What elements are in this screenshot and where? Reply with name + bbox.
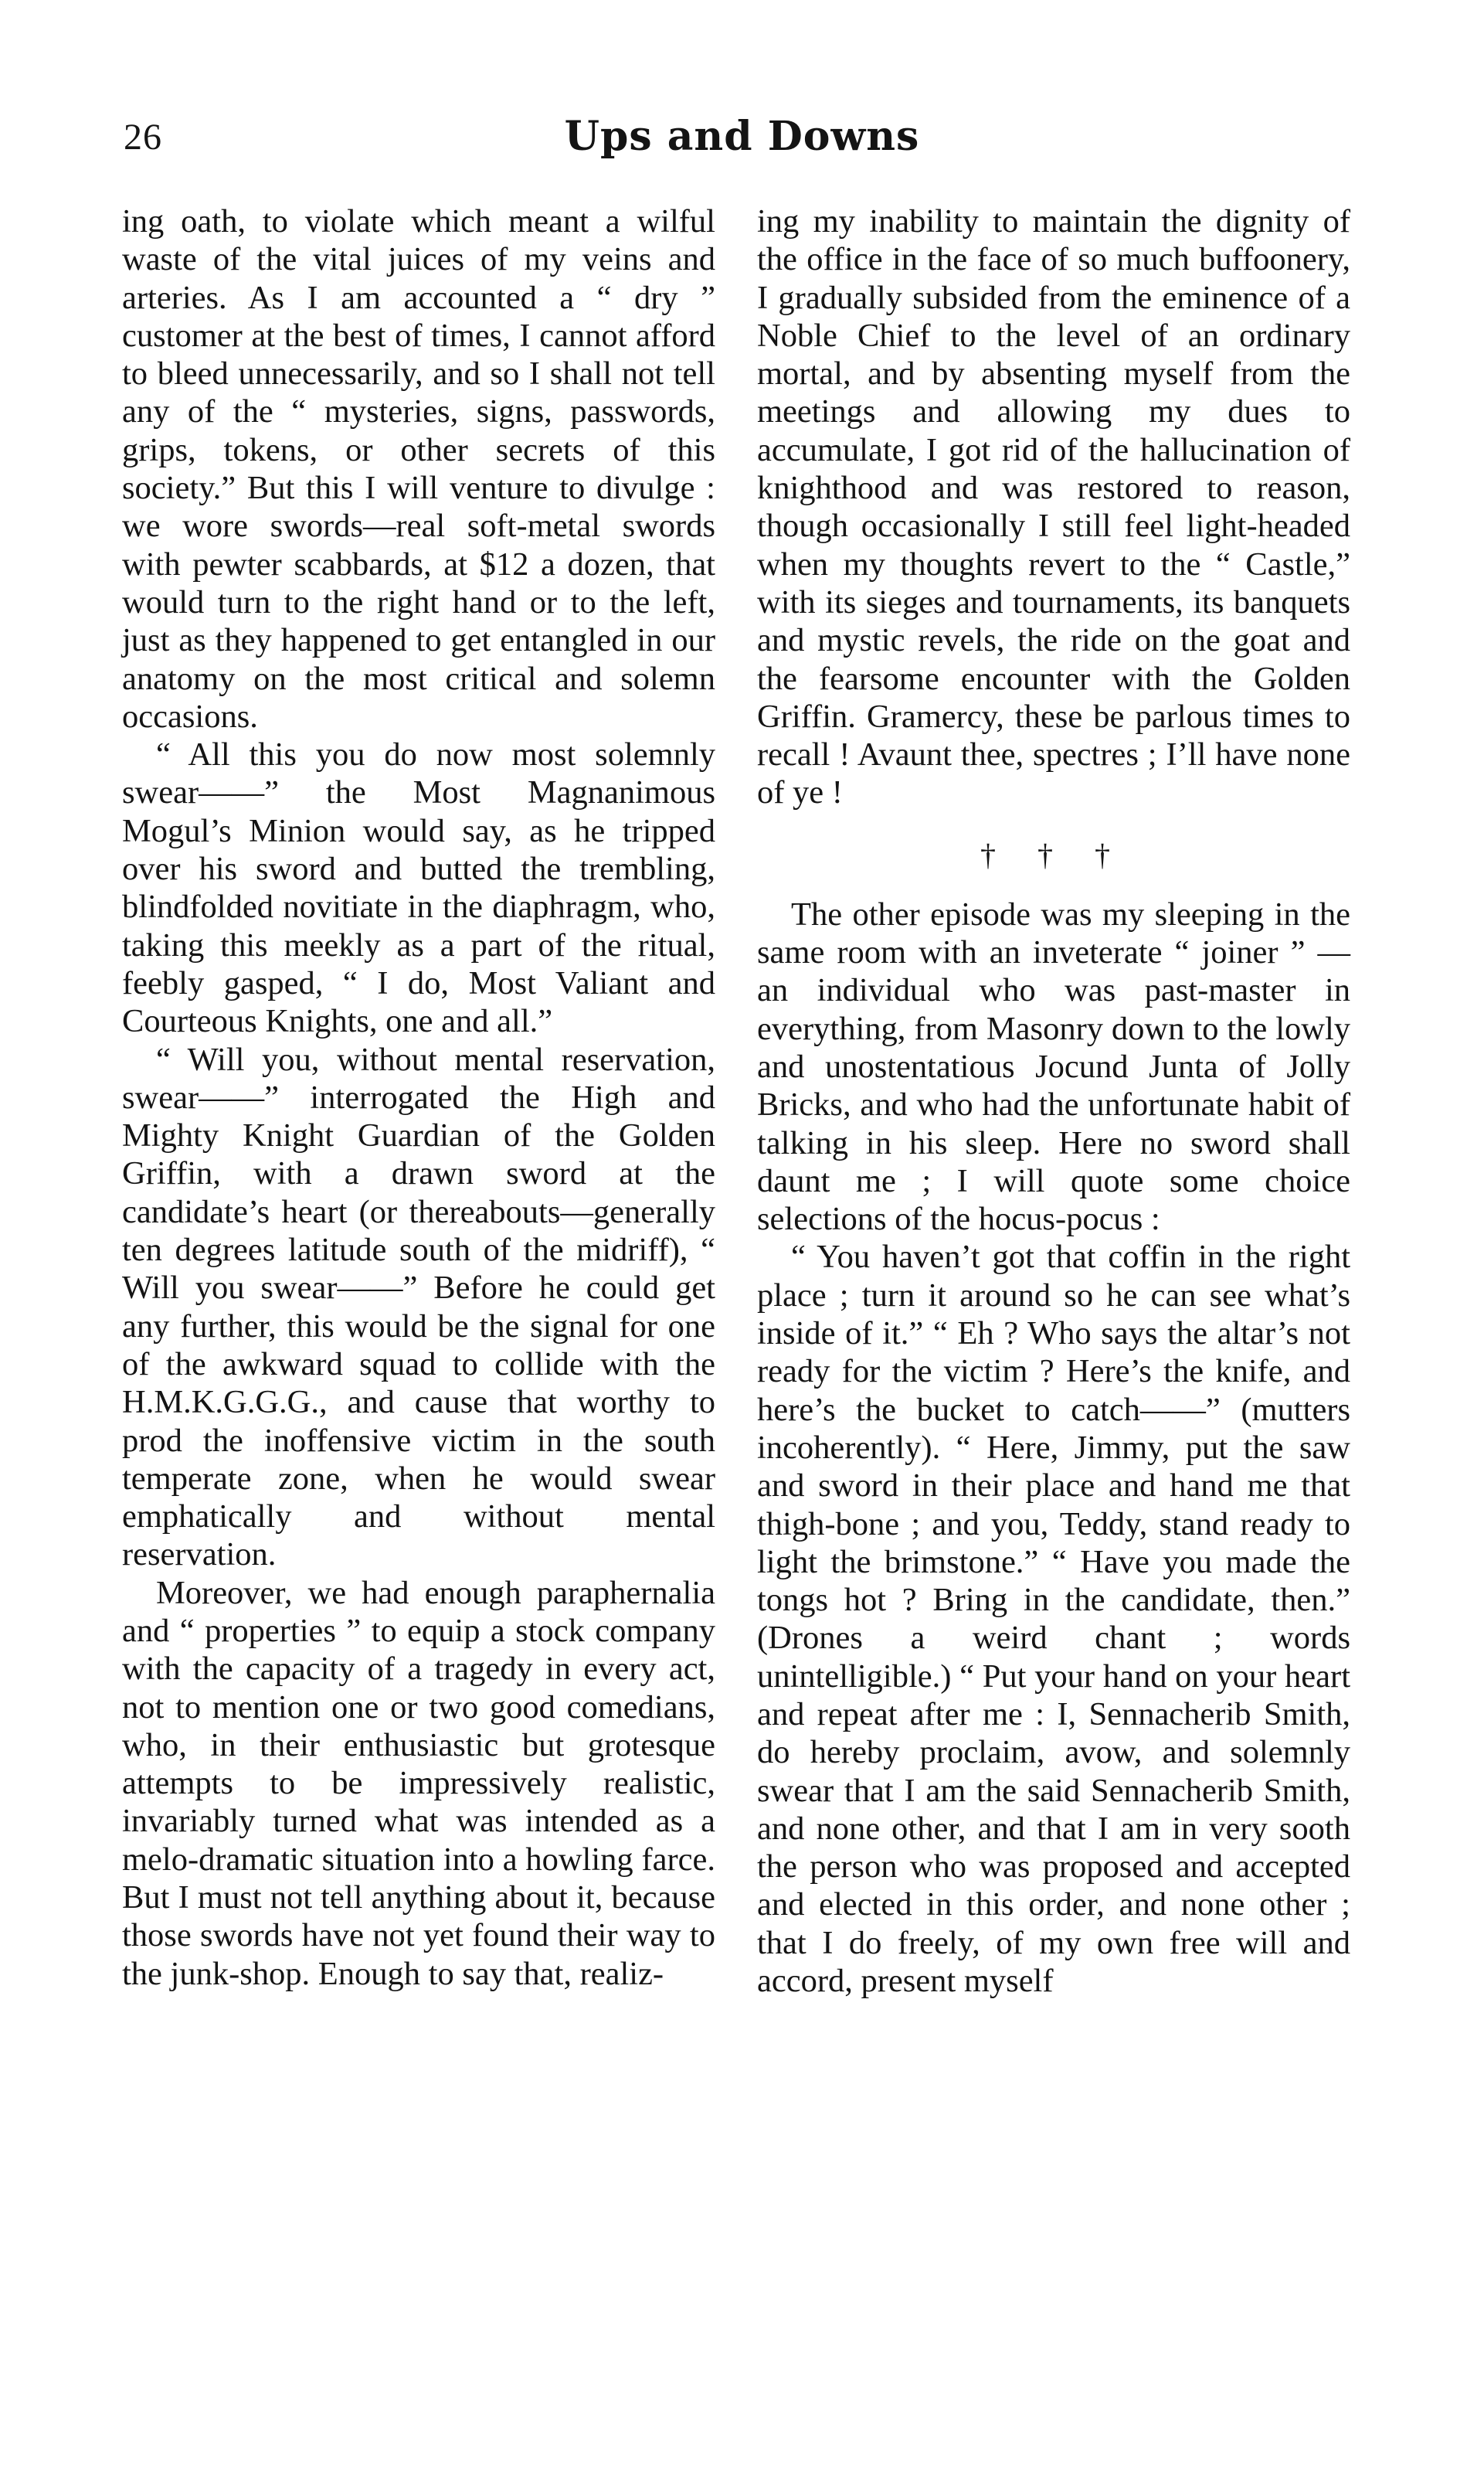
paragraph: ing oath, to violate which meant a wilful waste of the vital juices of my veins and arteries. As I am accounted a “ dry ” customer at the best of times, I cannot afford to bleed unnecessarily, and so I shall not tell any of the “ mysteries, signs, passwords, grips, tokens, or other secrets of this society.” But this I will venture to divulge : we wore swords—real soft-metal swords with pewter scabbards, at $12 a dozen, that would turn to the right hand or to the left, just as they happened to get entangled in our anatomy on the most critical and solemn occasions. bbox=[122, 203, 715, 735]
left-column bbox=[122, 202, 715, 1993]
right-column bbox=[757, 202, 1350, 2000]
page-header bbox=[0, 113, 1484, 178]
paragraph: “ Will you, without mental reservation, swear——” interrogated the High and Mighty Knight Guardian of the Golden Griffin, with a drawn sword at the candidate’s heart (or thereabouts—generally ten degrees latitude south of the midriff), “ Will you swear——” Before he could get any further, this would be the signal for one of the awkward squad to collide with the H.M.K.G.G.G., and cause that worthy to prod the inoffensive victim in the south temperate zone, when he would swear emphatically and without mental reservation. bbox=[122, 1041, 715, 1573]
section-ornament: † † † bbox=[980, 837, 1127, 872]
paragraph: ing my inability to maintain the dignity of the office in the face of so much buffoonery, I gradually subsided from the eminence of a Noble Chief to the level of an ordinary mortal, and by absenting myself from the meetings and allowing my dues to accumulate, I got rid of the hallucination of knighthood and was restored to reason, though occasionally I still feel light-headed when my thoughts revert to the “ Castle,” with its sieges and tournaments, its banquets and mystic revels, the ride on the goat and the fearsome encounter with the Golden Griffin. Gramercy, these be parlous times to recall ! Avaunt thee, spectres ; I’ll have none of ye ! bbox=[757, 203, 1350, 811]
running-title: Ups and Downs bbox=[564, 113, 920, 160]
page-number: 26 bbox=[124, 117, 162, 158]
paragraph: “ All this you do now most solemnly swear——” the Most Magnanimous Mogul’s Minion would say, as he tripped over his sword and butted the trembling, blindfolded novitiate in the diaphragm, who, taking this meekly as a part of the ritual, feebly gasped, “ I do, Most Valiant and Courteous Knights, one and all.” bbox=[122, 736, 715, 1040]
paragraph: The other episode was my sleeping in the same room with an inveterate “ joiner ” — an individual who was past-master in everything, from Masonry down to the lowly and unostentatious Jocund Junta of Jolly Bricks, and who had the unfortunate habit of talking in his sleep. Here no sword shall daunt me ; I will quote some choice selections of the hocus-pocus : bbox=[757, 896, 1350, 1238]
paragraph: “ You haven’t got that coffin in the right place ; turn it around so he can see what’s inside of it.” “ Eh ? Who says the altar’s not ready for the victim ? Here’s the knife, and here’s the bucket to catch——” (mutters incoherently). “ Here, Jimmy, put the saw and sword in their place and hand me that thigh-bone ; and you, Teddy, stand ready to light the brimstone.” “ Have you made the tongs hot ? Bring in the candidate, then.” (Drones a weird chant ; words unintelligible.) “ Put your hand on your heart and repeat after me : I, Sennacherib Smith, do hereby proclaim, avow, and solemnly swear that I am the said Sennacherib Smith, and none other, and that I am in very sooth the person who was proposed and accepted and elected in this order, and none other ; that I do freely, of my own free will and accord, present myself bbox=[757, 1239, 1350, 2000]
paragraph: Moreover, we had enough paraphernalia and “ properties ” to equip a stock company with the capacity of a tragedy in every act, not to mention one or two good comedians, who, in their enthusiastic but grotesque attempts to be impressively realistic, invariably turned what was intended as a melo-dramatic situation into a howling farce. But I must not tell anything about it, because those swords have not yet found their way to the junk-shop. Enough to say that, realiz- bbox=[122, 1574, 715, 1992]
